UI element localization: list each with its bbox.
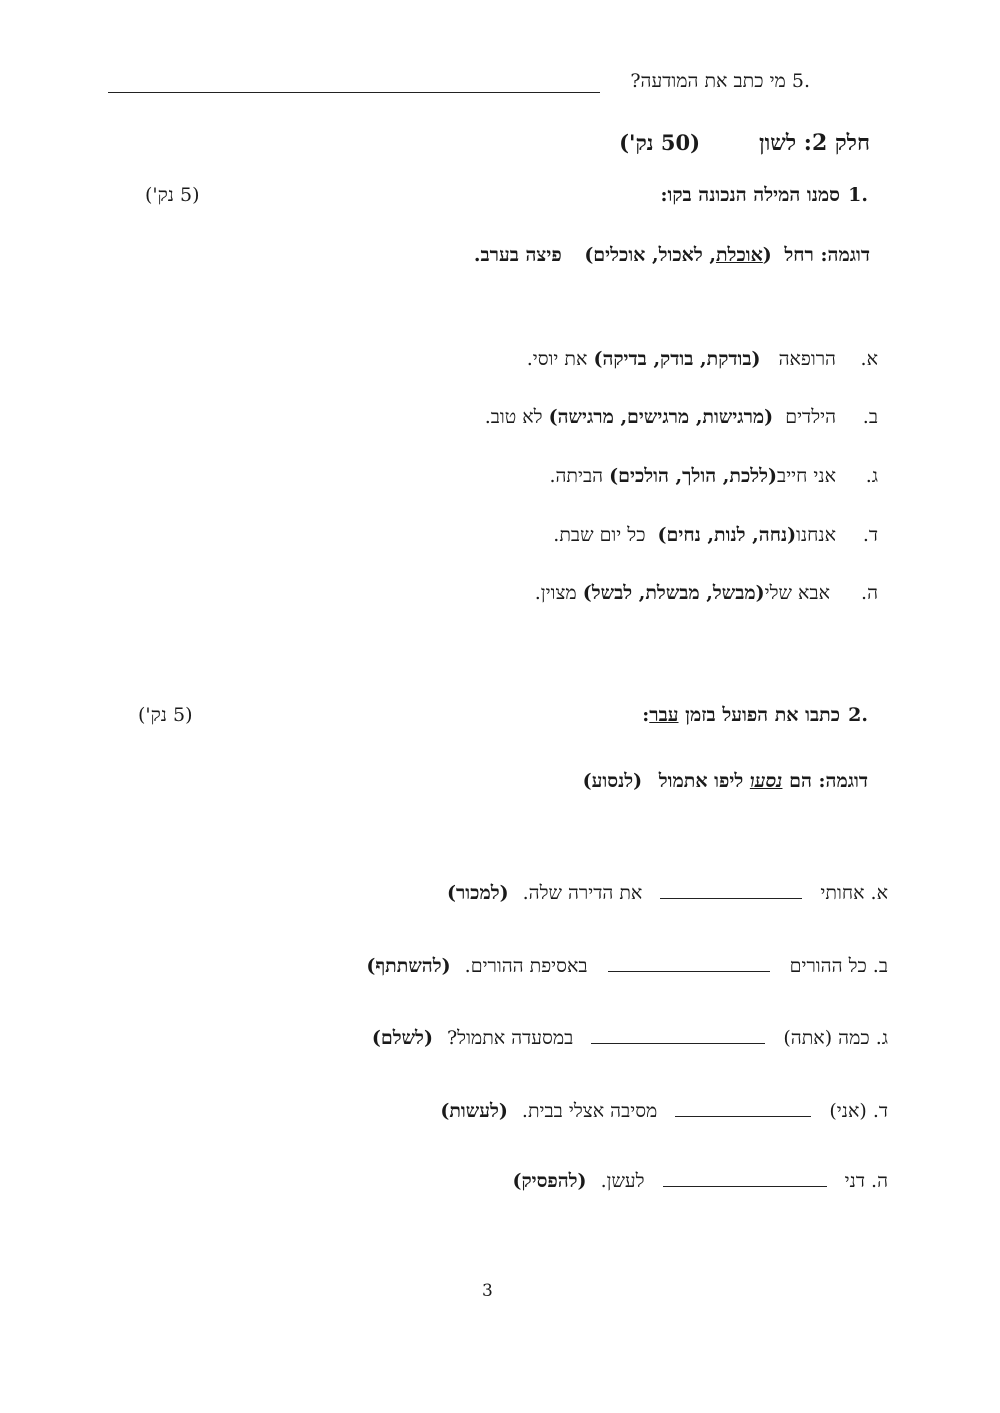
answer-blank[interactable] [675,1098,811,1117]
section-2-title: כתבו את הפועל בזמן עבר: [642,704,840,726]
page-number: 3 [482,1281,493,1301]
answer-blank[interactable] [591,1025,765,1044]
s1-item-letter: ג. [865,465,878,487]
s1-item-c: אני חייב(ללכת, הולך, הולכים) הביתה. [549,465,836,487]
example-subject: רחל [784,244,814,266]
example-rest: ליפו אתמול [658,770,744,792]
s2-item-b: ב. כל ההורים באסיפת ההורים. (להשתתף) [366,955,888,977]
example-infinitive: (לנסוע) [582,770,643,792]
answer-blank[interactable] [663,1168,827,1187]
section-1-example [474,244,870,267]
answer-blank[interactable] [660,880,802,899]
section-1-points: (5 נק') [145,184,200,206]
s1-item-letter: א. [860,348,878,370]
s1-item-e: אבא שלי(מבשל, מבשלת, לבשל) מצוין. [534,582,830,604]
s1-item-options[interactable]: (מרגישות, מרגישים, מרגישה) [548,406,774,428]
question-5-text: .5 מי כתב את המודעה? [630,70,810,92]
example-subject: הם [789,770,812,792]
example-correct-answer: אוכלת [715,244,763,266]
s2-item-a: א. אחותי את הדירה שלה. (למכור) [446,882,888,904]
example-paren-open: ( [762,244,772,266]
example-other-options: , לאכול, אוכלים) [584,244,716,266]
example-label: דוגמה: [818,770,868,792]
s1-item-letter: ב. [862,406,878,428]
s1-item-letter: ה. [861,582,878,604]
example-verb: נסעו [749,770,783,792]
part-2-points: (50 נק') [619,130,700,155]
s1-item-a: הרופאה (בודקת, בודק, בדיקה) את יוסי. [526,348,836,370]
s1-item-d: אנחנו(נחה, לנות, נחים) כל יום שבת. [553,524,836,546]
section-2-example [583,770,868,793]
s2-item-d: ד. (אני) מסיבה אצלי בבית. (לעשות) [440,1100,888,1122]
question-5-answer-line[interactable] [108,92,600,93]
s2-item-c: ג. כמה (אתה) במסעדה אתמול? (לשלם) [371,1027,888,1049]
s1-item-options[interactable]: (ללכת, הולך, הולכים) [609,465,778,487]
s1-item-b: הילדים (מרגישות, מרגישים, מרגישה) לא טוב. [484,406,836,428]
s1-item-options[interactable]: (נחה, לנות, נחים) [657,524,797,546]
section-2-number: .2 [848,704,868,726]
example-end: פיצה בערב. [473,244,562,266]
example-label: דוגמה: [820,244,870,266]
section-1-number: .1 [848,184,868,206]
s1-item-options[interactable]: (בודקת, בודק, בדיקה) [593,348,761,370]
s1-item-letter: ד. [862,524,878,546]
answer-blank[interactable] [608,953,770,972]
s1-item-options[interactable]: (מבשל, מבשלת, לבשל) [582,582,765,604]
s2-item-e: ה. דני לעשן. (להפסיק) [512,1170,888,1192]
part-2-title: חלק 2: לשון [759,130,870,156]
section-2-tense: עבר [649,704,679,726]
section-2-points: (5 נק') [138,704,193,726]
section-1-title: סמנו המילה הנכונה בקו: [660,184,840,206]
